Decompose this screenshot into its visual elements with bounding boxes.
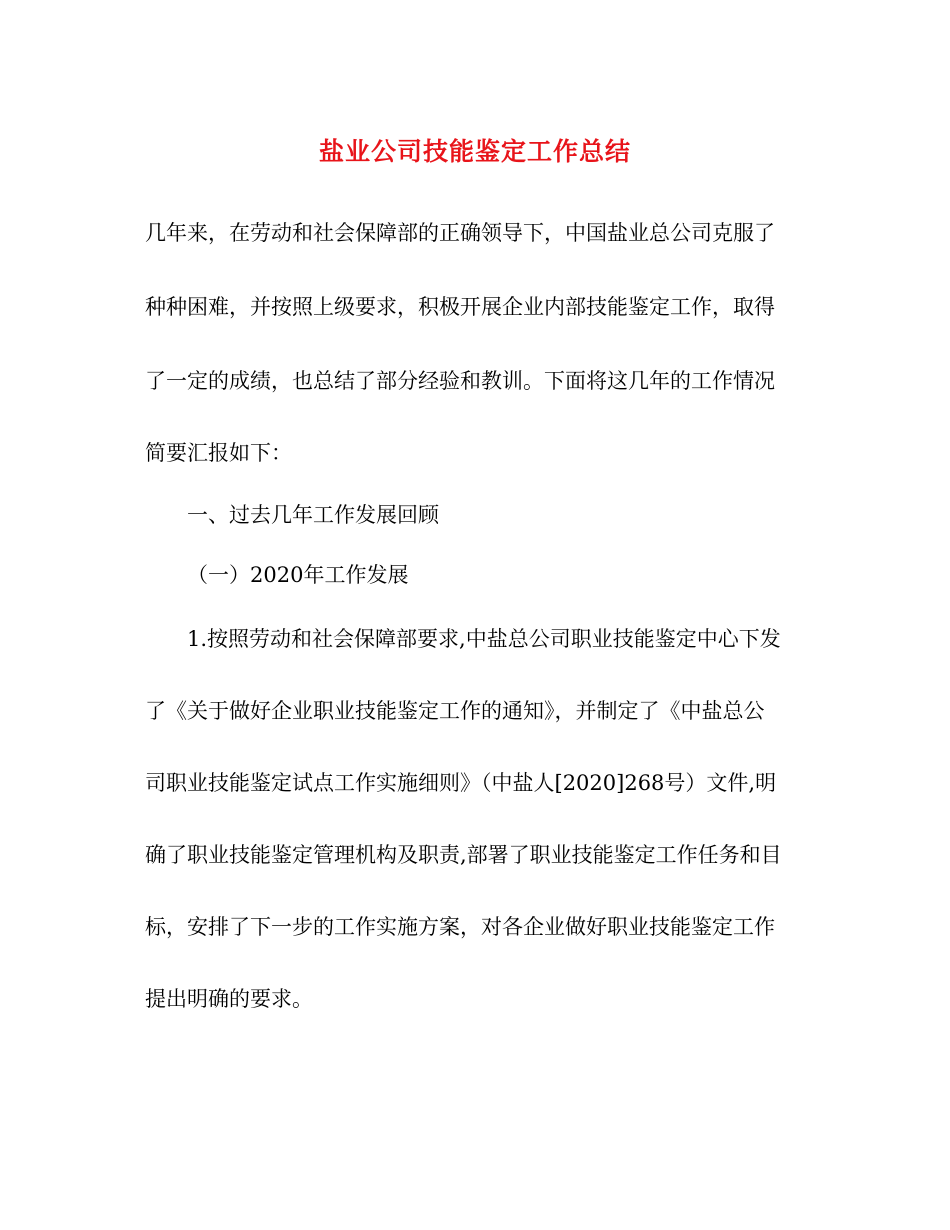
paragraph-line: 司职业技能鉴定试点工作实施细则》（中盐人[2020]268号）文件,明 [145,771,777,795]
subsection-heading: （一）2020年工作发展 [187,563,409,587]
paragraph-line: 确了职业技能鉴定管理机构及职责,部署了职业技能鉴定工作任务和目 [145,843,782,867]
paragraph-line: 标，安排了下一步的工作实施方案，对各企业做好职业技能鉴定工作 [145,915,775,939]
paragraph-line: 简要汇报如下： [145,441,292,465]
paragraph-line: 1.按照劳动和社会保障部要求,中盐总公司职业技能鉴定中心下发 [187,627,781,651]
document-title: 盐业公司技能鉴定工作总结 [318,137,631,166]
paragraph-line: 提出明确的要求。 [145,987,313,1011]
paragraph-line: 了一定的成绩，也总结了部分经验和教训。下面将这几年的工作情况 [145,369,775,393]
paragraph-line: 种种困难，并按照上级要求，积极开展企业内部技能鉴定工作，取得 [145,295,775,319]
paragraph-line: 几年来，在劳动和社会保障部的正确领导下，中国盐业总公司克服了 [145,221,775,245]
section-heading: 一、过去几年工作发展回顾 [187,503,439,527]
paragraph-line: 了《关于做好企业职业技能鉴定工作的通知》，并制定了《中盐总公 [145,699,765,723]
